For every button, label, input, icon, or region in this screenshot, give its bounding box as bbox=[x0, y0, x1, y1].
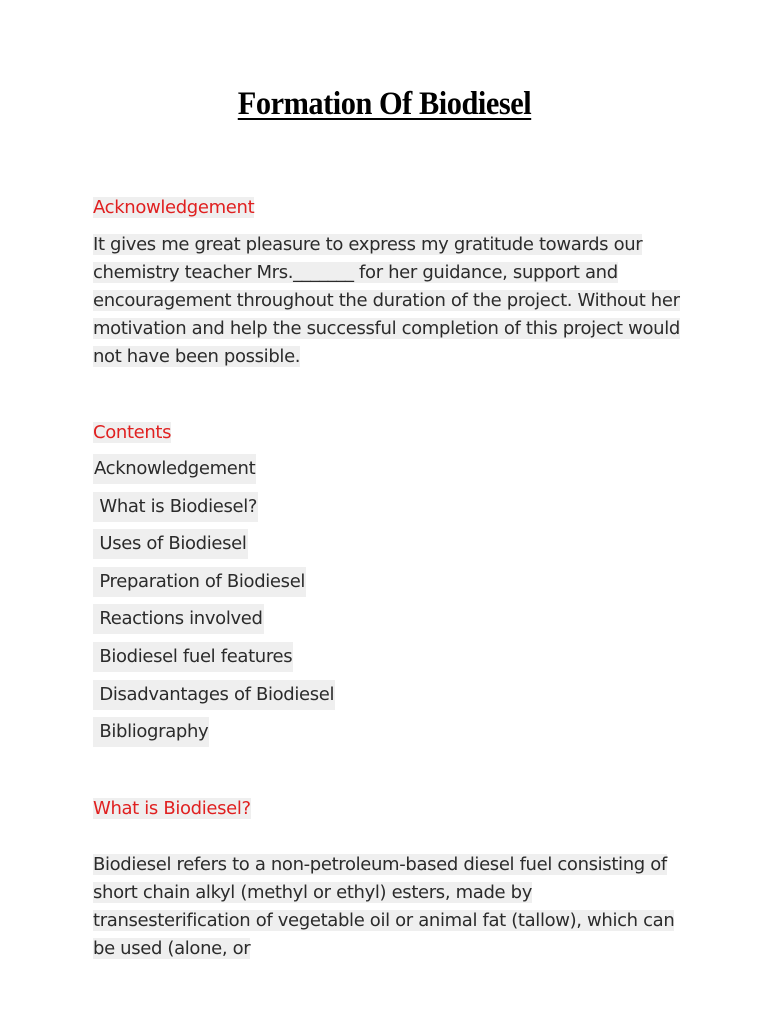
contents-heading: Contents bbox=[93, 422, 172, 443]
contents-list bbox=[93, 454, 335, 755]
contents-item: Acknowledgement bbox=[93, 454, 335, 492]
what-is-biodiesel-paragraph: Biodiesel refers to a non-petroleum-based diesel fuel consisting of short chain alkyl (methyl or ethyl) esters, made by transesterification of vegetable oil or animal fat (tallow), which can be used (alone, or bbox=[93, 854, 675, 959]
contents-item: Bibliography bbox=[93, 717, 335, 755]
contents-item: What is Biodiesel? bbox=[93, 492, 335, 530]
contents-item: Disadvantages of Biodiesel bbox=[93, 680, 335, 718]
contents-item: Biodiesel fuel features bbox=[93, 642, 335, 680]
what-is-biodiesel-heading: What is Biodiesel? bbox=[93, 798, 251, 819]
contents-item: Reactions involved bbox=[93, 604, 335, 642]
acknowledgement-heading: Acknowledgement bbox=[93, 197, 255, 218]
document-title: Formation Of Biodiesel bbox=[237, 86, 531, 122]
acknowledgement-paragraph: It gives me great pleasure to express my gratitude towards our chemistry teacher Mrs._______ for her guidance, support and encouragement throughout the duration of the project. Without her motivation and help the successful completion of this project would not have been possible. bbox=[93, 234, 680, 367]
contents-item: Uses of Biodiesel bbox=[93, 529, 335, 567]
contents-item: Preparation of Biodiesel bbox=[93, 567, 335, 605]
